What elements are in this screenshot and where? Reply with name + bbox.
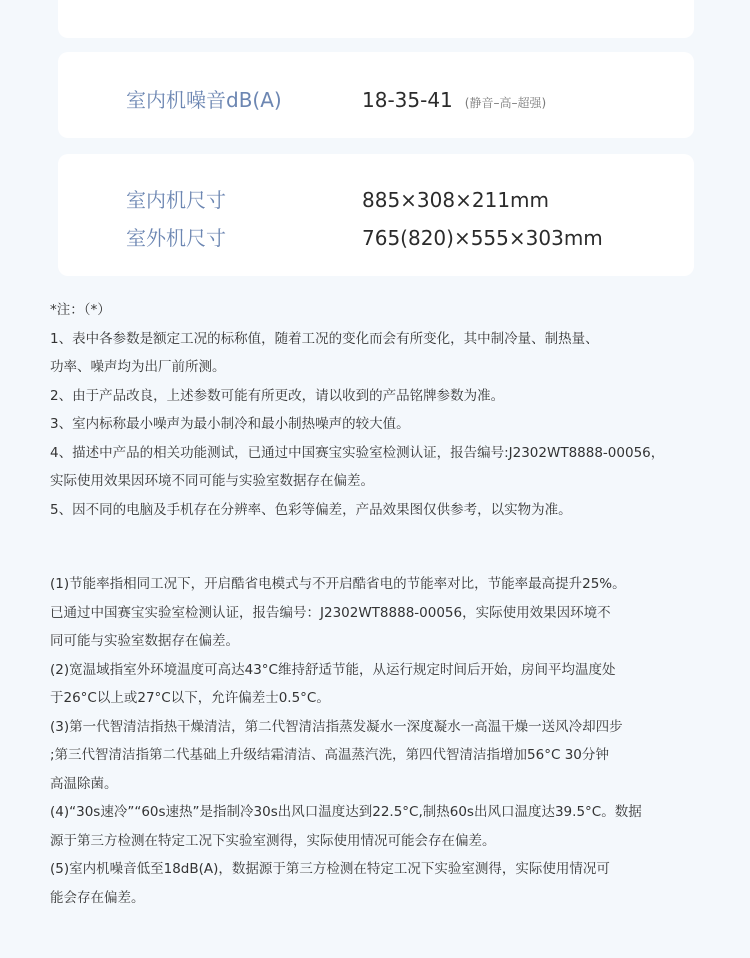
footnote-line: 5、因不同的电脑及手机存在分辨率、色彩等偏差，产品效果图仅供参考，以实物为准。 bbox=[50, 501, 572, 518]
remark-line: ;第三代智清洁指第二代基础上升级结霜清洁、高温蒸汽洗，第四代智清洁指增加56°C 30分钟 bbox=[50, 747, 609, 763]
remark-line: 源于第三方检测在特定工况下实验室测得，实际使用情况可能会存在偏差。 bbox=[50, 832, 496, 849]
remarks bbox=[50, 570, 730, 912]
footnote-line: 1、表中各参数是额定工况的标称值，随着工况的变化而会有所变化，其中制冷量、制热量、 bbox=[50, 330, 599, 347]
spec-note: (静音–高–超强) bbox=[464, 96, 547, 110]
footnote-line: 实际使用效果因环境不同可能与实验室数据存在偏差。 bbox=[50, 473, 374, 489]
remark-line: (1)节能率指相同工况下，开启酷省电模式与不开启酷省电的节能率对比，节能率最高提升25%。 bbox=[50, 576, 626, 592]
remark-line: 能会存在偏差。 bbox=[50, 889, 145, 906]
spec-label: 室内机尺寸 bbox=[126, 188, 226, 212]
remark-line: (4)“30s速冷”“60s速热”是指制冷30s出风口温度达到22.5°C,制热60s出风口温度达39.5°C。数据 bbox=[50, 804, 642, 820]
remark-line: (5)室内机噪音低至18dB(A)，数据源于第三方检测在特定工况下实验室测得，实际使用情况可 bbox=[50, 861, 610, 877]
remark-line: 于26°C以上或27°C以下，允许偏差士0.5°C。 bbox=[50, 690, 330, 706]
spec-card-partial bbox=[58, 0, 694, 38]
footnotes bbox=[50, 296, 730, 524]
footnote-line: 3、室内标称最小噪声为最小制冷和最小制热噪声的较大值。 bbox=[50, 416, 410, 432]
remark-line: 高温除菌。 bbox=[50, 775, 118, 792]
remark-line: 同可能与实验室数据存在偏差。 bbox=[50, 633, 239, 649]
remark-line: 已通过中国赛宝实验室检测认证，报告编号：J2302WT8888-00056，实际使用效果因环境不 bbox=[50, 604, 611, 621]
spec-value: 18-35-41 bbox=[362, 88, 453, 112]
footnote-line: *注：（*） bbox=[50, 302, 111, 318]
spec-value: 885×308×211mm bbox=[362, 188, 550, 212]
spec-card-noise bbox=[58, 52, 694, 138]
spec-row-noise bbox=[126, 84, 674, 113]
footnote-line: 2、由于产品改良，上述参数可能有所更改，请以收到的产品铭牌参数为准。 bbox=[50, 387, 505, 404]
remark-line: (2)宽温域指室外环境温度可高达43°C维持舒适节能，从运行规定时间后开始，房间平均温度处 bbox=[50, 661, 616, 678]
footnote-line: 4、描述中产品的相关功能测试，已通过中国赛宝实验室检测认证，报告编号:J2302WT8888-00056， bbox=[50, 444, 665, 461]
spec-label: 室内机噪音dB(A) bbox=[126, 88, 282, 112]
spec-card-size bbox=[58, 154, 694, 276]
spec-row-indoor-size bbox=[126, 184, 674, 213]
footnote-line: 功率、噪声均为出厂前所测。 bbox=[50, 359, 226, 375]
spec-value: 765(820)×555×303mm bbox=[362, 226, 603, 250]
remark-line: (3)第一代智清洁指热干燥清洁，第二代智清洁指蒸发凝水一深度凝水一高温干燥一送风冷却四步 bbox=[50, 718, 623, 735]
spec-row-outdoor-size bbox=[126, 222, 674, 251]
spec-label: 室外机尺寸 bbox=[126, 226, 226, 250]
